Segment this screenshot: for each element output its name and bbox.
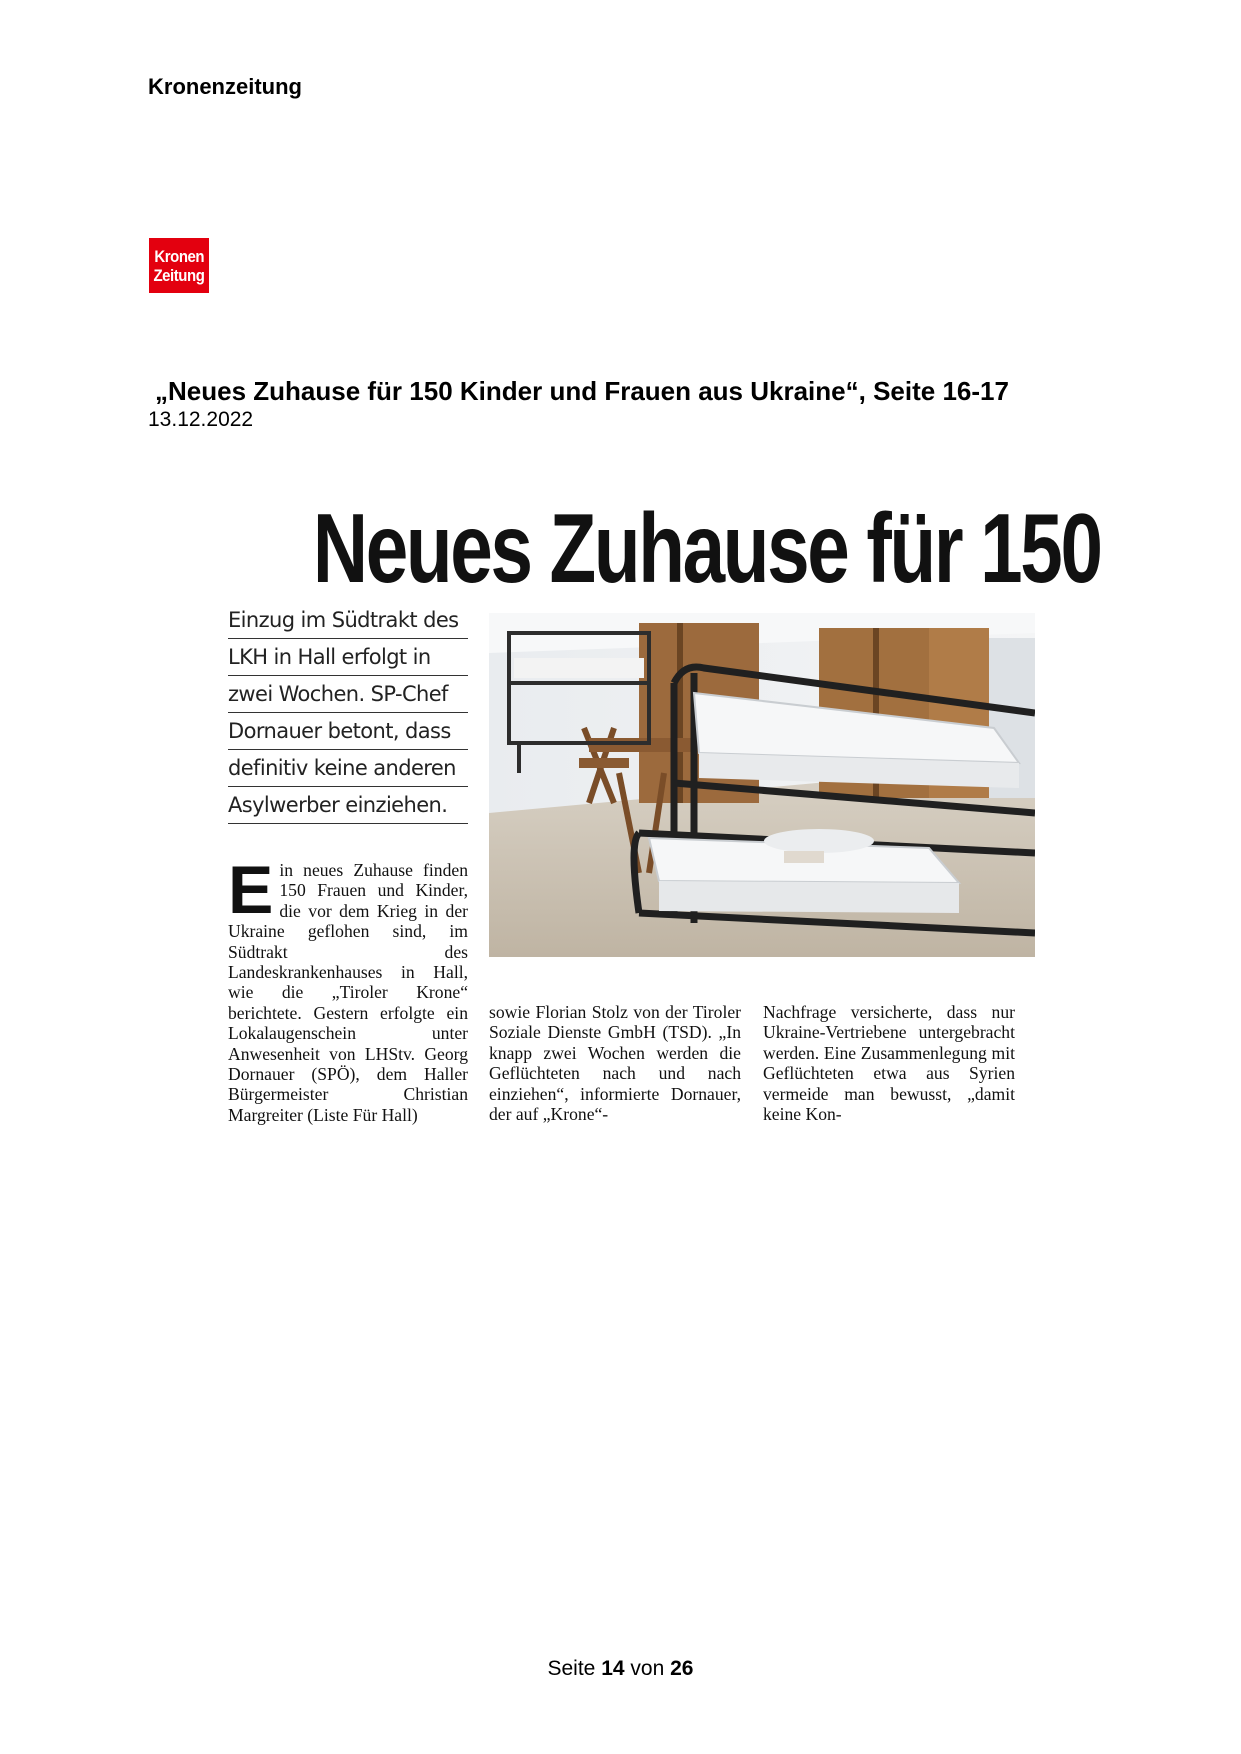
logo-line-2: Zeitung xyxy=(153,265,205,285)
article-column-1 xyxy=(228,852,468,1125)
column-1-text: in neues Zuhause finden 150 Frauen und Kinder, die vor dem Krieg in der Ukraine geflohen sind, im Südtrakt des Landeskrankenhauses in Hall, wie die „Tiroler Krone“ berichtete. Gestern erfolgte ein Lokalaugenschein unter Anwesenheit von LHStv. Georg Dornauer (SPÖ), dem Haller Bürgermeister Christian Margreiter (Liste Für Hall) xyxy=(228,860,468,1125)
article-lead xyxy=(228,602,468,824)
lead-line: LKH in Hall erfolgt in xyxy=(228,639,468,676)
logo-line-1: Kronen xyxy=(154,246,204,266)
drop-cap: E xyxy=(228,852,274,928)
lead-line: Asylwerber einziehen. xyxy=(228,787,468,824)
page-footer xyxy=(0,1657,1241,1681)
kronen-zeitung-logo xyxy=(149,238,209,293)
source-name: Kronenzeitung xyxy=(148,74,302,99)
article-photo-bunk-beds xyxy=(489,613,1035,957)
lead-line: zwei Wochen. SP-Chef xyxy=(228,676,468,713)
page-prefix: Seite xyxy=(547,1657,596,1680)
article-column-2: sowie Florian Stolz von der Tiroler Soziale Dienste GmbH (TSD). „In knapp zwei Wochen werden die Geflüchteten nach und nach einziehen“, informierte Dornauer, der auf „Krone“- xyxy=(489,1002,741,1125)
lead-line: Einzug im Südtrakt des xyxy=(228,602,468,639)
newspaper-clipping xyxy=(226,490,1101,1150)
current-page-number: 14 xyxy=(601,1657,625,1680)
article-column-3: Nachfrage versicherte, dass nur Ukraine-Vertriebene untergebracht werden. Eine Zusammenlegung mit Geflüchteten etwa aus Syrien vermeide man bewusst, „damit keine Kon- xyxy=(763,1002,1015,1125)
article-headline: Neues Zuhause für 150 xyxy=(312,493,1101,603)
lead-line: Dornauer betont, dass xyxy=(228,713,468,750)
document-date: 13.12.2022 xyxy=(148,408,254,431)
document-title: „Neues Zuhause für 150 Kinder und Frauen aus Ukraine“, Seite 16-17 xyxy=(155,376,1009,406)
page-separator: von xyxy=(630,1657,665,1680)
total-page-count: 26 xyxy=(670,1657,694,1680)
lead-line: definitiv keine anderen xyxy=(228,750,468,787)
